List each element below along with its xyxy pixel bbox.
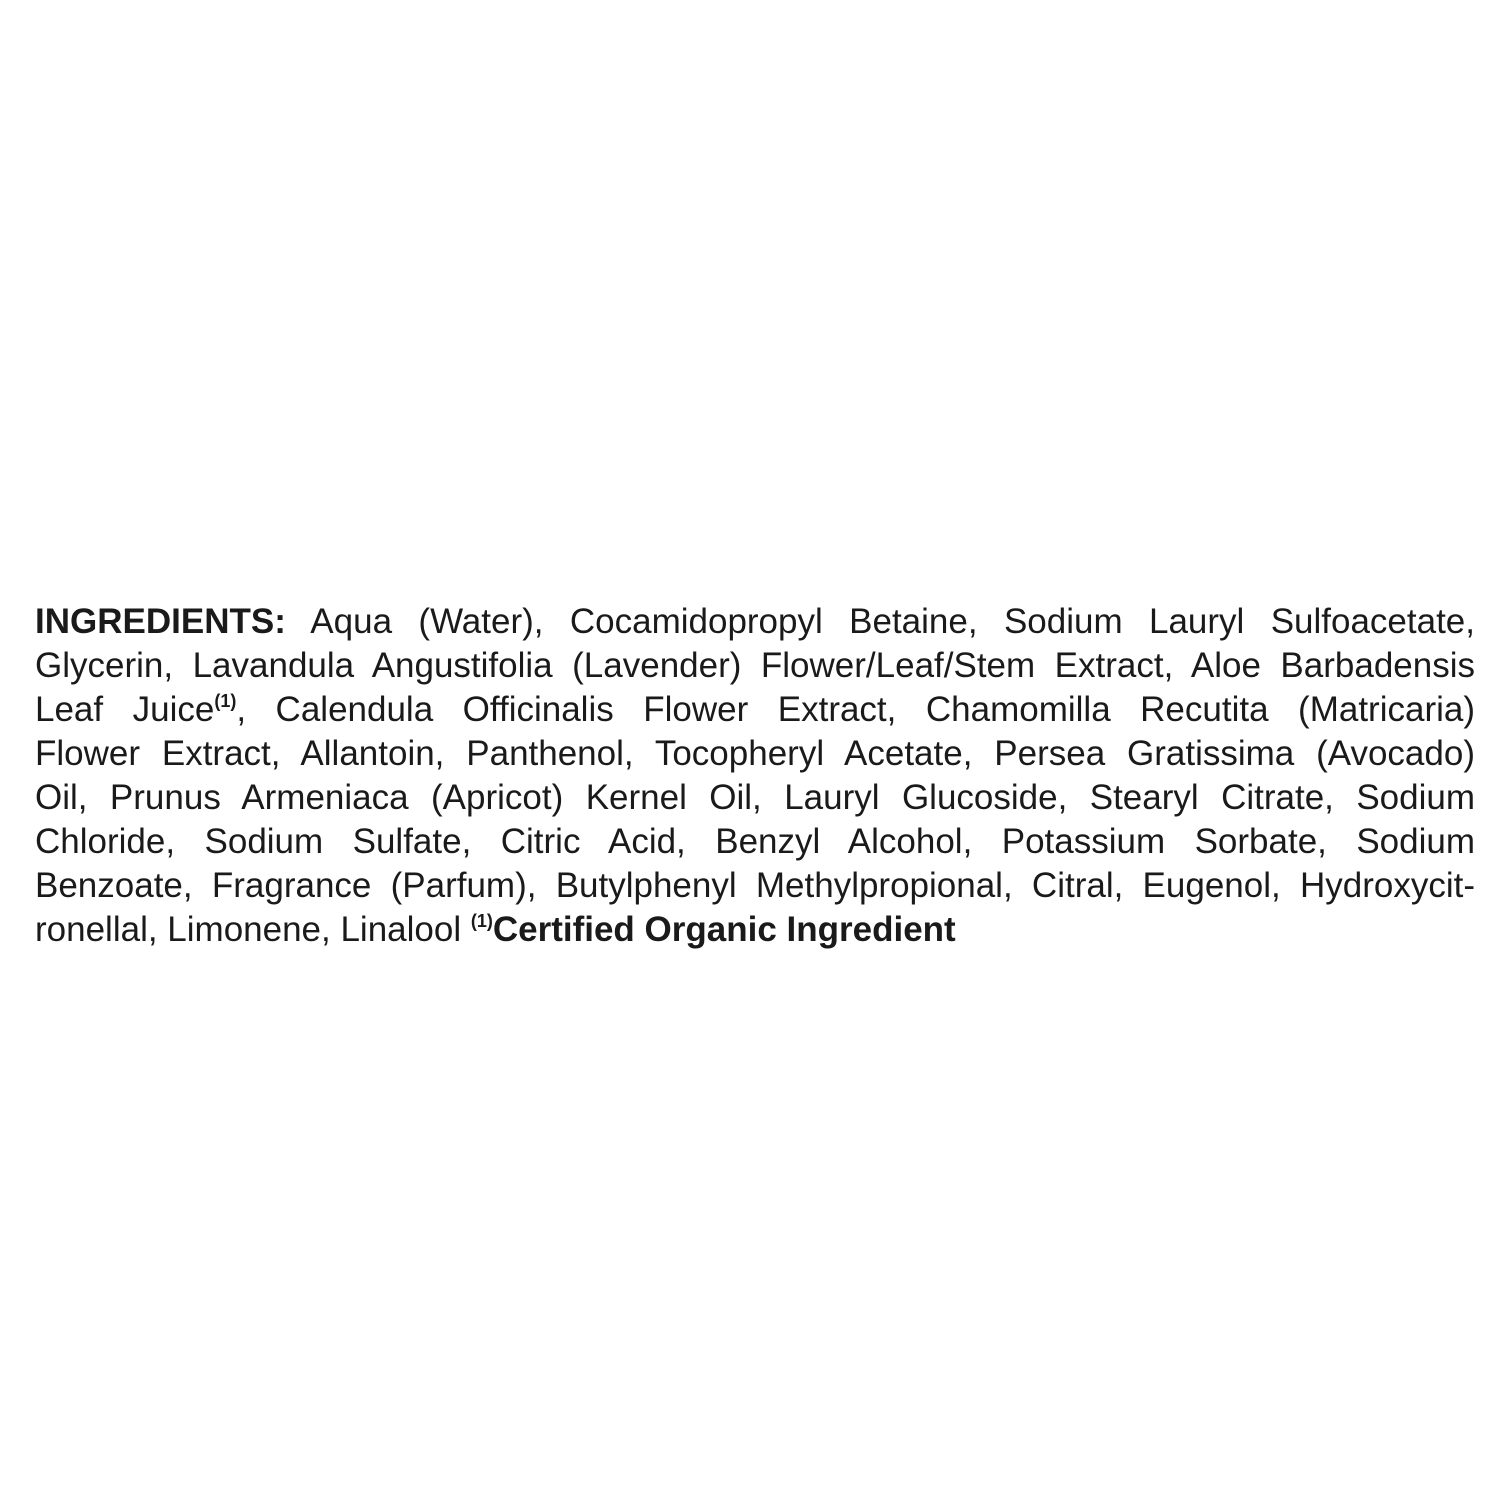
ingredients-text: Aqua (Water), Cocamidopropyl Betaine, Sodium Lauryl Sulfoacetate, xyxy=(285,602,1475,641)
ingredients-heading: INGREDIENTS: xyxy=(35,602,286,641)
ingredients-line-2: Glycerin, Lavandula Angustifolia (Lavender) Flower/Leaf/Stem Extract, Aloe Barbadensis xyxy=(35,646,1475,685)
ingredients-line-7: Benzoate, Fragrance (Parfum), Butylphenyl Methylpropional, Citral, Eugenol, Hydroxycit- xyxy=(35,866,1475,905)
ingredients-line-8 xyxy=(35,908,1475,952)
footnote-marker: (1) xyxy=(470,911,493,931)
ingredients-text: Leaf Juice xyxy=(35,690,215,729)
organic-footnote-marker: (1) xyxy=(214,691,237,711)
ingredients-line-4: Flower Extract, Allantoin, Panthenol, Tocopheryl Acetate, Persea Gratissima (Avocado) xyxy=(35,734,1475,773)
ingredients-line-3 xyxy=(35,688,1475,732)
footnote-text: Certified Organic Ingredient xyxy=(492,910,956,949)
ingredients-text: ronellal, Limonene, Linalool xyxy=(35,910,471,949)
ingredients-text: , Calendula Officinalis Flower Extract, Chamomilla Recutita (Matricaria) xyxy=(236,690,1475,729)
ingredients-line-6: Chloride, Sodium Sulfate, Citric Acid, Benzyl Alcohol, Potassium Sorbate, Sodium xyxy=(35,822,1475,861)
ingredients-line-1 xyxy=(35,600,1475,644)
ingredients-label xyxy=(35,600,1475,952)
ingredients-line-5: Oil, Prunus Armeniaca (Apricot) Kernel Oil, Lauryl Glucoside, Stearyl Citrate, Sodium xyxy=(35,778,1475,817)
